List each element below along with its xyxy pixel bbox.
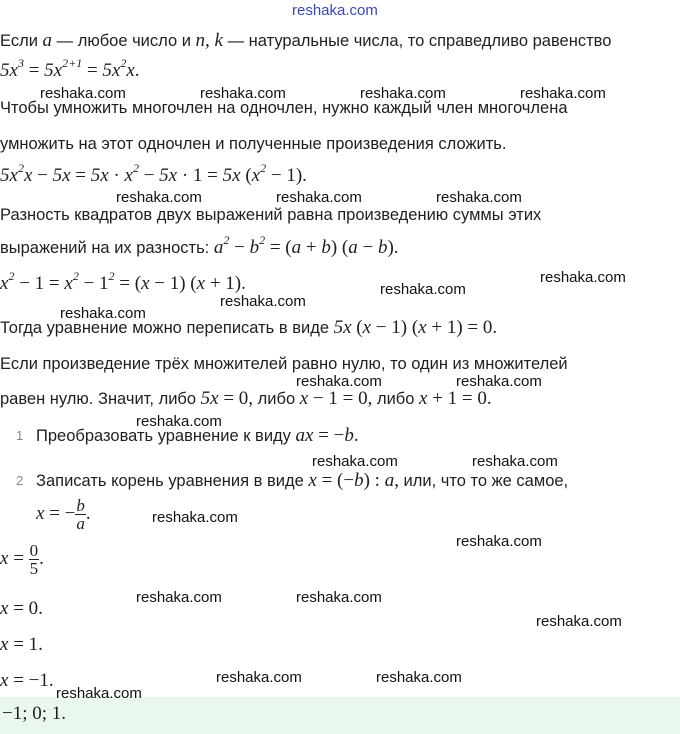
watermark: reshaka.com [276, 189, 362, 206]
watermark: reshaka.com [200, 85, 286, 102]
paragraph-zero-product-1: Если произведение трёх множителей равно нулю, то один из множителей [0, 355, 568, 373]
watermark: reshaka.com [296, 373, 382, 390]
paragraph-diff-squares-2: выражений на их разность: $a^2 - b^2 = (a + b) (a - b)$. [0, 232, 399, 258]
paragraph-multiply-1: Чтобы умножить многочлен на одночлен, нужно каждый член многочлена [0, 99, 568, 117]
paragraph-exponent-rule: Если a — любое число и n, k — натуральные числа, то справедливо равенство [0, 30, 612, 51]
watermark: reshaka.com [220, 293, 306, 310]
watermark: reshaka.com [296, 589, 382, 606]
watermark: reshaka.com [540, 269, 626, 286]
watermark: reshaka.com [116, 189, 202, 206]
watermark: reshaka.com [536, 613, 622, 630]
watermark: reshaka.com [312, 453, 398, 470]
watermark: reshaka.com [456, 533, 542, 550]
watermark: reshaka.com [136, 413, 222, 430]
watermark: reshaka.com [376, 669, 462, 686]
watermark: reshaka.com [56, 685, 142, 702]
site-watermark-top[interactable]: reshaka.com [292, 2, 378, 19]
step-2: Записать корень уравнения в виде x = (−b) : a, или, что то же самое, [36, 470, 569, 491]
step-1: Преобразовать уравнение к виду ax = −b. [36, 425, 359, 446]
solution-x-1: x = 1. [0, 634, 43, 655]
paragraph-diff-squares-1: Разность квадратов двух выражений равна произведению суммы этих [0, 206, 542, 224]
watermark: reshaka.com [380, 281, 466, 298]
solution-x-fraction: x = $\frac{0}{5}$ . [0, 541, 44, 579]
watermark: reshaka.com [436, 189, 522, 206]
paragraph-multiply-2: умножить на этот одночлен и полученные произведения сложить. [0, 135, 507, 153]
watermark: reshaka.com [60, 305, 146, 322]
watermark: reshaka.com [216, 669, 302, 686]
step-number-1: 1 [16, 428, 24, 443]
paragraph-zero-product-2: равен нулю. Значит, либо 5x = 0, либо x − 1 = 0, либо x + 1 = 0. [0, 388, 492, 409]
watermark: reshaka.com [136, 589, 222, 606]
solution-x-0: x = 0. [0, 598, 43, 619]
watermark: reshaka.com [40, 85, 126, 102]
watermark: reshaka.com [472, 453, 558, 470]
watermark: reshaka.com [360, 85, 446, 102]
step-number-2: 2 [16, 473, 24, 488]
watermark: reshaka.com [456, 373, 542, 390]
formula-factor: $5x^2x - 5x = 5x \cdot x^2 - 5x \cdot 1 = 5x$ $(x^2 - 1)$. [0, 160, 307, 186]
watermark: reshaka.com [520, 85, 606, 102]
formula-exponent: $5x^3 = 5x^{2+1} = 5x^2x$. [0, 55, 140, 81]
answer-text: −1; 0; 1. [2, 703, 67, 724]
formula-diff-squares: $x^2 - 1 = x^2 - 1^2 = (x - 1) (x + 1)$. [0, 268, 246, 294]
solution-x-minus-1: x = −1. [0, 670, 54, 691]
paragraph-rewrite: Тогда уравнение можно переписать в виде 5x (x − 1) (x + 1) = 0. [0, 317, 498, 338]
watermark: reshaka.com [152, 509, 238, 526]
step-2-fraction: x = − $\frac{b}{a}$ . [36, 496, 91, 534]
